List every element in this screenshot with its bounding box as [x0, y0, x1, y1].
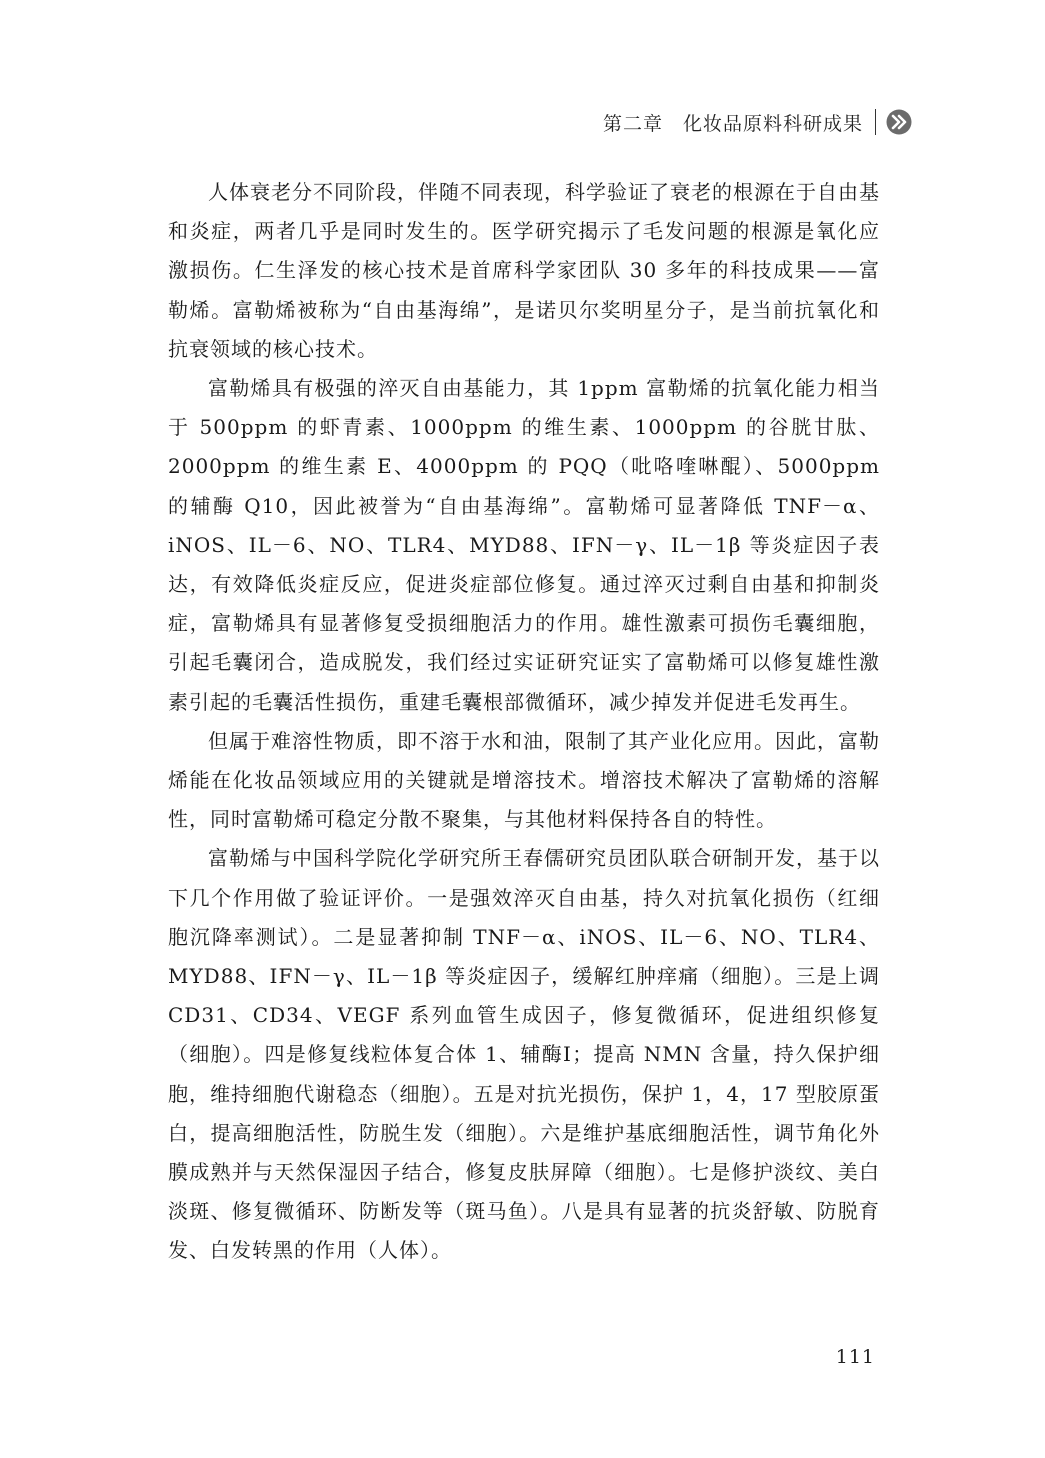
- running-header: [603, 106, 912, 138]
- paragraph-2: 富勒烯具有极强的淬灭自由基能力，其 1ppm 富勒烯的抗氧化能力相当于 500ppm 的虾青素、1000ppm 的维生素、1000ppm 的谷胱甘肽、2000ppm 的维生素 E、4000ppm 的 PQQ（吡咯喹啉醌）、5000ppm 的辅酶 Q10，因此被誉为“自由基海绵”。富勒烯可显著降低 TNF－α、iNOS、IL－6、NO、TLR4、MYD88、IFN－γ、IL－1β 等炎症因子表达，有效降低炎症反应，促进炎症部位修复。通过淬灭过剩自由基和抑制炎症，富勒烯具有显著修复受损细胞活力的作用。雄性激素可损伤毛囊细胞，引起毛囊闭合，造成脱发，我们经过实证研究证实了富勒烯可以修复雄性激素引起的毛囊活性损伤，重建毛囊根部微循环，减少掉发并促进毛发再生。: [168, 376, 880, 714]
- double-chevron-right-icon: [886, 109, 912, 135]
- paragraph-3: 但属于难溶性物质，即不溶于水和油，限制了其产业化应用。因此，富勒烯能在化妆品领域应用的关键就是增溶技术。增溶技术解决了富勒烯的溶解性，同时富勒烯可稳定分散不聚集，与其他材料保持各自的特性。: [168, 728, 880, 832]
- paragraph-1: 人体衰老分不同阶段，伴随不同表现，科学验证了衰老的根源在于自由基和炎症，两者几乎是同时发生的。医学研究揭示了毛发问题的根源是氧化应激损伤。仁生泽发的核心技术是首席科学家团队 30 多年的科技成果——富勒烯。富勒烯被称为“自由基海绵”，是诺贝尔奖明星分子，是当前抗氧化和抗衰领域的核心技术。: [168, 180, 880, 361]
- header-divider: [875, 109, 876, 135]
- page-number: 111: [835, 1346, 875, 1368]
- paragraph-4: 富勒烯与中国科学院化学研究所王春儒研究员团队联合研制开发，基于以下几个作用做了验证评价。一是强效淬灭自由基，持久对抗氧化损伤（红细胞沉降率测试）。二是显著抑制 TNF－α、iNOS、IL－6、NO、TLR4、MYD88、IFN－γ、IL－1β 等炎症因子，缓解红肿痒痛（细胞）。三是上调 CD31、CD34、VEGF 系列血管生成因子，修复微循环，促进组织修复（细胞）。四是修复线粒体复合体 1、辅酶Ⅰ；提高 NMN 含量，持久保护细胞，维持细胞代谢稳态（细胞）。五是对抗光损伤，保护 1，4，17 型胶原蛋白，提高细胞活性，防脱生发（细胞）。六是维护基底细胞活性，调节角化外膜成熟并与天然保湿因子结合，修复皮肤屏障（细胞）。七是修护淡纹、美白淡斑、修复微循环、防断发等（斑马鱼）。八是具有显著的抗炎舒敏、防脱育发、白发转黑的作用（人体）。: [168, 846, 880, 1263]
- chapter-label: 第二章: [602, 112, 663, 135]
- chapter-title: 化妆品原料科研成果: [682, 112, 863, 135]
- body-text: [168, 173, 880, 1271]
